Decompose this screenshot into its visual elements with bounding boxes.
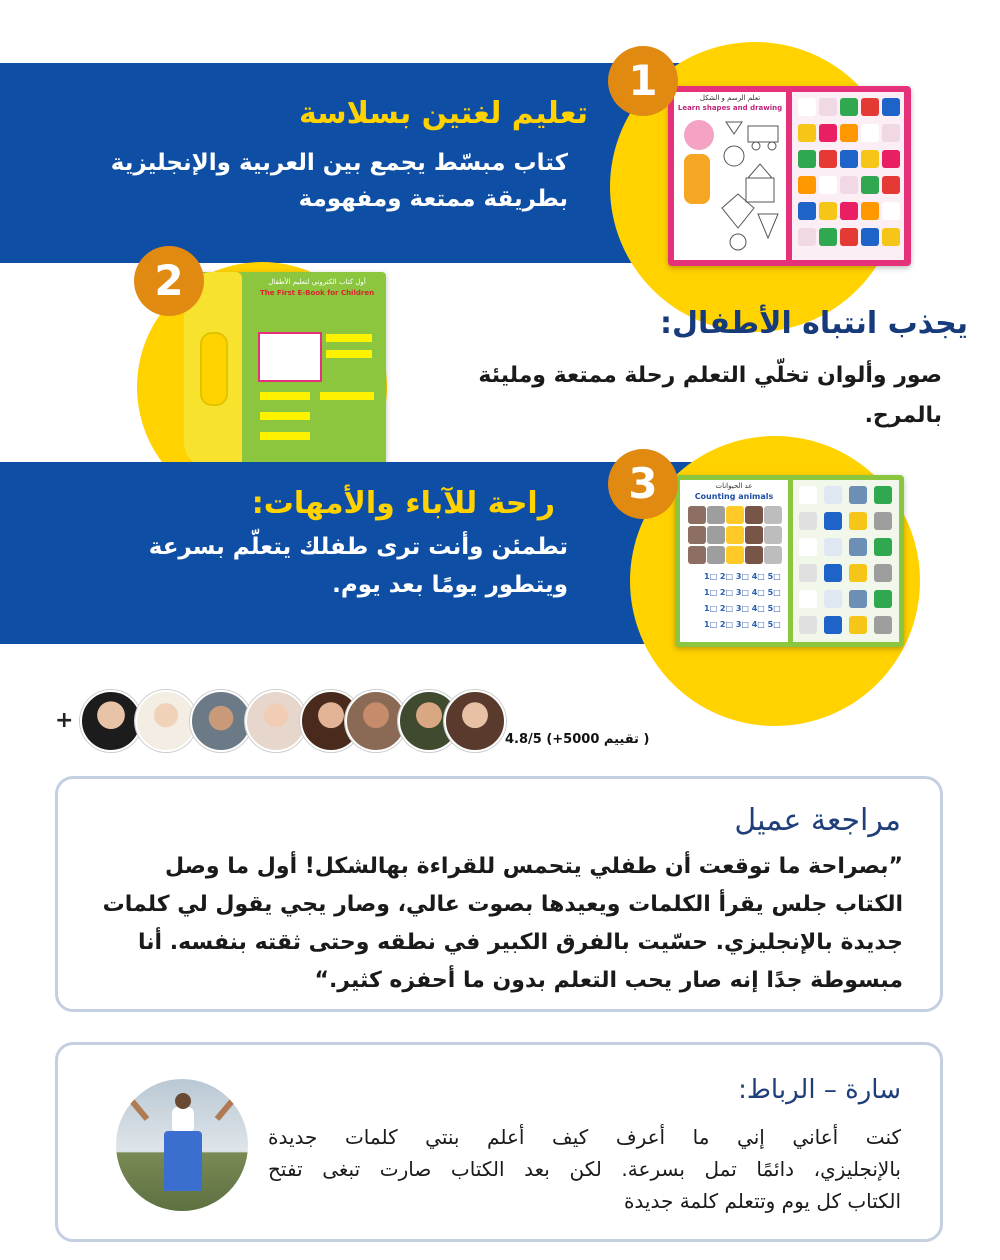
book-picture-tile [798,150,816,168]
review-card [55,776,943,1012]
book-picture-tile [819,176,837,194]
book-picture-tile [819,228,837,246]
person-arm-left [123,1091,149,1121]
avatar [444,690,506,752]
section1-number-badge: 1 [608,46,678,116]
book-picture-tile [799,512,817,530]
book-picture-tile [840,150,858,168]
count-row: 1□ 2□ 3□ 4□ 5□ [704,604,781,613]
section1-line1: كتاب مبسّط يجمع بين العربية والإنجليزية [110,150,568,176]
book-picture-tile [882,98,900,116]
book-picture-tile [874,538,892,556]
book-picture-tile [688,526,706,544]
count-row: 1□ 2□ 3□ 4□ 5□ [704,588,781,597]
review-line4: مبسوطة جدًا إنه صار يحب التعلم بدون ما أحفزه كثير.“ [314,968,903,993]
book-handle-hole [200,332,228,406]
section2-book-image [194,272,386,470]
book-picture-tile [819,98,837,116]
person-figure [172,1107,194,1133]
avatar [80,690,142,752]
book-header-en: Counting animals [694,492,774,501]
book-picture-tile [824,538,842,556]
book-picture-tile [849,590,867,608]
book-picture-tile [840,202,858,220]
book-left-page [674,92,786,260]
book-picture-tile [707,546,725,564]
book-picture-tile [726,506,744,524]
book-picture-tile [861,150,879,168]
rating-text: 4.8/5 (+5000 تقييم ) [505,732,650,747]
section3-line2: ويتطور يومًا بعد يوم. [332,572,568,598]
book-left-page [680,480,788,642]
testimonial-photo [116,1079,248,1211]
book-picture-tile [849,564,867,582]
count-row: 1□ 2□ 3□ 4□ 5□ [704,572,781,581]
book-picture-tile [688,546,706,564]
section3-book-image [675,475,904,647]
book-picture-tile [819,124,837,142]
section1-book-image [668,86,911,266]
book-picture-tile [840,176,858,194]
book-picture-tile [874,590,892,608]
clown-icon [684,154,710,204]
testimonial-name: سارة – الرباط: [738,1075,901,1105]
book-picture-tile [849,512,867,530]
book-picture-tile [799,486,817,504]
book-right-page [792,92,904,260]
book-picture-tile [849,538,867,556]
book-picture-tile [861,124,879,142]
book-inner-image [258,332,322,382]
book-picture-tile [798,98,816,116]
book-picture-tile [882,228,900,246]
book-picture-tile [819,202,837,220]
book-label-1 [326,334,372,342]
book-header-ar: أول كتاب الكتروني لتعليم الأطفال [268,278,366,286]
shapes-drawing [718,118,784,258]
book-picture-tile [861,176,879,194]
book-picture-tile [824,590,842,608]
book-picture-tile [861,98,879,116]
book-picture-tile [824,616,842,634]
book-header-en: Learn shapes and drawing [677,104,783,112]
book-label-4 [320,392,374,400]
avatar [135,690,197,752]
book-picture-tile [799,590,817,608]
testimonial-line3: الكتاب كل يوم وتتعلم كلمة جديدة [623,1189,901,1213]
book-picture-tile [861,202,879,220]
book-picture-tile [688,506,706,524]
book-picture-tile [849,486,867,504]
book-picture-tile [799,564,817,582]
book-label-5 [260,412,310,420]
book-picture-tile [707,526,725,544]
book-picture-tile [798,228,816,246]
section1-title: تعليم لغتين بسلاسة [298,96,588,131]
book-picture-tile [819,150,837,168]
book-picture-tile [799,538,817,556]
book-picture-tile [764,546,782,564]
book-picture-tile [882,176,900,194]
book-picture-tile [840,124,858,142]
book-label-3 [260,392,310,400]
section3-line1: تطمئن وأنت ترى طفلك يتعلّم بسرعة [148,534,568,560]
book-picture-tile [764,526,782,544]
book-picture-tile [840,228,858,246]
section2-line1: صور وألوان تخلّي التعلم رحلة ممتعة ومليئة [478,363,942,388]
book-picture-tile [764,506,782,524]
rating-plus: + [55,708,74,733]
book-right-page [793,480,899,642]
book-picture-tile [726,546,744,564]
book-picture-tile [726,526,744,544]
book-picture-tile [882,150,900,168]
book-picture-tile [798,124,816,142]
person-head [175,1093,191,1109]
book-picture-tile [799,616,817,634]
section2-title: يجذب انتباه الأطفال: [659,306,968,341]
book-picture-tile [874,486,892,504]
book-header-ar: تعلم الرسم و الشكل [699,94,761,102]
review-line3: جديدة بالإنجليزي. حسّيت بالفرق الكبير في نطقه وحتى ثقته بنفسه. أنا [138,930,903,955]
avatar [245,690,307,752]
book-label-2 [326,350,372,358]
section2-number-badge: 2 [134,246,204,316]
count-row: 1□ 2□ 3□ 4□ 5□ [704,620,781,629]
book-picture-tile [861,228,879,246]
book-picture-tile [745,526,763,544]
book-picture-tile [882,124,900,142]
review-line1: ”بصراحة ما توقعت أن طفلي يتحمس للقراءة بهالشكل! أول ما وصل [165,854,903,879]
review-line2: الكتاب جلس يقرأ الكلمات ويعيدها بصوت عالي، وصار يجي يقول لي كلمات [102,892,903,917]
book-picture-tile [824,564,842,582]
book-picture-tile [874,512,892,530]
section2-line2: بالمرح. [864,403,942,428]
book-picture-tile [882,202,900,220]
section3-number-badge: 3 [608,449,678,519]
book-label-6 [260,432,310,440]
section1-line2: بطريقة ممتعة ومفهومة [298,186,568,212]
book-header-ar: عد الحيوانات [715,482,753,490]
palette-icon [684,120,714,150]
book-picture-tile [745,506,763,524]
section3-title: راحة للآباء والأمهات: [251,486,555,521]
book-picture-tile [874,564,892,582]
book-picture-tile [849,616,867,634]
book-picture-tile [824,512,842,530]
book-picture-tile [824,486,842,504]
book-picture-tile [707,506,725,524]
testimonial-card [55,1042,943,1242]
book-header-en: The First E-Book for Children [259,289,375,297]
book-picture-tile [874,616,892,634]
testimonial-line1: كنت أعاني إني ما أعرف كيف أعلم بنتي كلمات جديدة [268,1125,901,1149]
review-title: مراجعة عميل [734,803,901,838]
book-picture-tile [798,202,816,220]
testimonial-line2: بالإنجليزي، دائمًا تمل بسرعة. لكن بعد الكتاب صارت تبغى تفتح [268,1157,901,1181]
book-picture-tile [798,176,816,194]
person-skirt [164,1131,202,1191]
book-picture-tile [840,98,858,116]
book-picture-tile [745,546,763,564]
person-arm-right [215,1091,241,1121]
avatar [190,690,252,752]
